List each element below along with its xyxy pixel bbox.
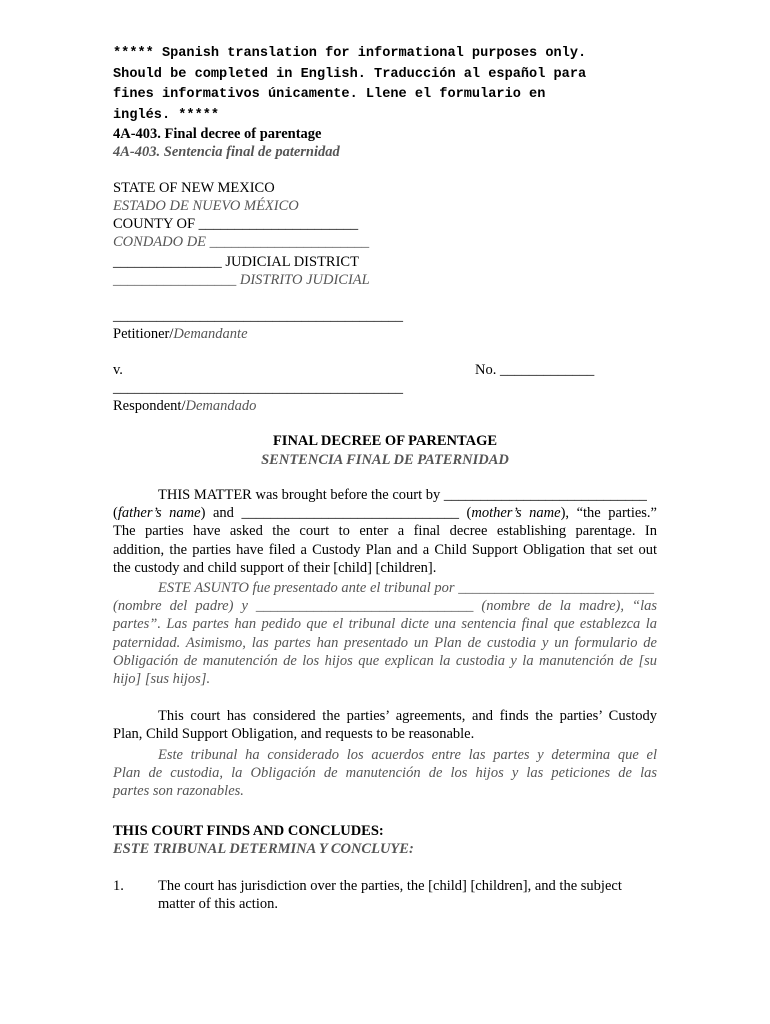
paragraph-line: The parties have asked the court to enter a final decree establishing parentage. In [113,523,657,540]
item-1-number: 1. [113,878,124,894]
paragraph-line: Plan, Child Support Obligation, and requests to be reasonable. [113,726,475,743]
state-spanish: ESTADO DE NUEVO MÉXICO [113,198,299,214]
paragraph-line: Este tribunal ha considerado los acuerdos entre las partes y determina que el [158,747,657,763]
respondent-label-english: Respondent/ [113,398,186,414]
paragraph-line: partes”. Las partes han pedido que el tribunal dicte una sentencia final que establezca la [113,616,657,633]
district-spanish: _________________ DISTRITO JUDICIAL [113,272,370,288]
paragraph-line: Plan de custodia, la Obligación de manutención de los hijos y las peticiones de las [113,765,657,782]
paragraph-line: the custody and child support of their [child] [children]. [113,559,437,576]
translation-notice [113,44,586,126]
findings-heading-english: THIS COURT FINDS AND CONCLUDES: [113,823,384,839]
decree-heading-spanish: SENTENCIA FINAL DE PATERNIDAD [261,452,509,468]
petitioner-signature-line: ________________________________________ [113,308,403,324]
county-spanish: CONDADO DE ______________________ [113,234,370,250]
notice-line: ***** Spanish translation for informational purposes only. [113,46,587,61]
notice-line: inglés. ***** [113,107,220,123]
paragraph-line: paternidad. Asimismo, las partes han presentado un Plan de custodia y un formulario de [113,634,657,651]
state-english: STATE OF NEW MEXICO [113,180,275,196]
petitioner-label-spanish: Demandante [173,326,248,342]
paragraph-2-english [113,707,657,743]
paragraph-line: hijo] [sus hijos]. [113,671,211,688]
versus-label: v. [113,362,123,378]
petitioner-label [113,325,248,343]
paragraph-line: ESTE ASUNTO fue presentado ante el tribunal por ___________________________ [158,580,654,596]
paragraph-1-english [113,486,657,577]
paragraph-line: This court has considered the parties’ agreements, and finds the parties’ Custody [158,708,657,724]
notice-line: Should be completed in English. Traducción al español para [113,66,587,82]
findings-heading-spanish: ESTE TRIBUNAL DETERMINA Y CONCLUYE: [113,841,414,857]
respondent-label [113,397,256,415]
county-english: COUNTY OF ______________________ [113,216,359,232]
district-english: _______________ JUDICIAL DISTRICT [113,254,359,270]
paragraph-line: (father’s name) and ______________________________ (mother’s name), “the parties.” [113,505,657,522]
paragraph-line: The court has jurisdiction over the parties, the [child] [children], and the subject [158,878,622,894]
paragraph-line: matter of this action. [158,896,278,912]
respondent-signature-line: ________________________________________ [113,380,403,396]
case-number-field: No. _____________ [475,362,595,378]
item-1-text [158,877,622,913]
paragraph-line: THIS MATTER was brought before the court by ____________________________ [158,487,647,503]
paragraph-line: Obligación de manutención de los hijos que explican la custodia y la manutención de [su [113,652,657,669]
form-title-english: 4A-403. Final decree of parentage [113,126,322,142]
decree-heading-english: FINAL DECREE OF PARENTAGE [272,433,498,449]
notice-line: fines informativos únicamente. Llene el formulario en [113,87,546,102]
paragraph-2-spanish [113,746,657,801]
respondent-label-spanish: Demandado [185,398,257,414]
paragraph-line: (nombre del padre) y ______________________________ (nombre de la madre), “las [113,598,657,615]
paragraph-line: addition, the parties have filed a Custody Plan and a Child Support Obligation that set out [113,541,657,558]
paragraph-1-spanish [113,579,657,688]
form-title-spanish: 4A-403. Sentencia final de paternidad [113,144,340,160]
petitioner-label-english: Petitioner/ [113,326,174,342]
paragraph-line: partes son razonables. [113,783,244,800]
